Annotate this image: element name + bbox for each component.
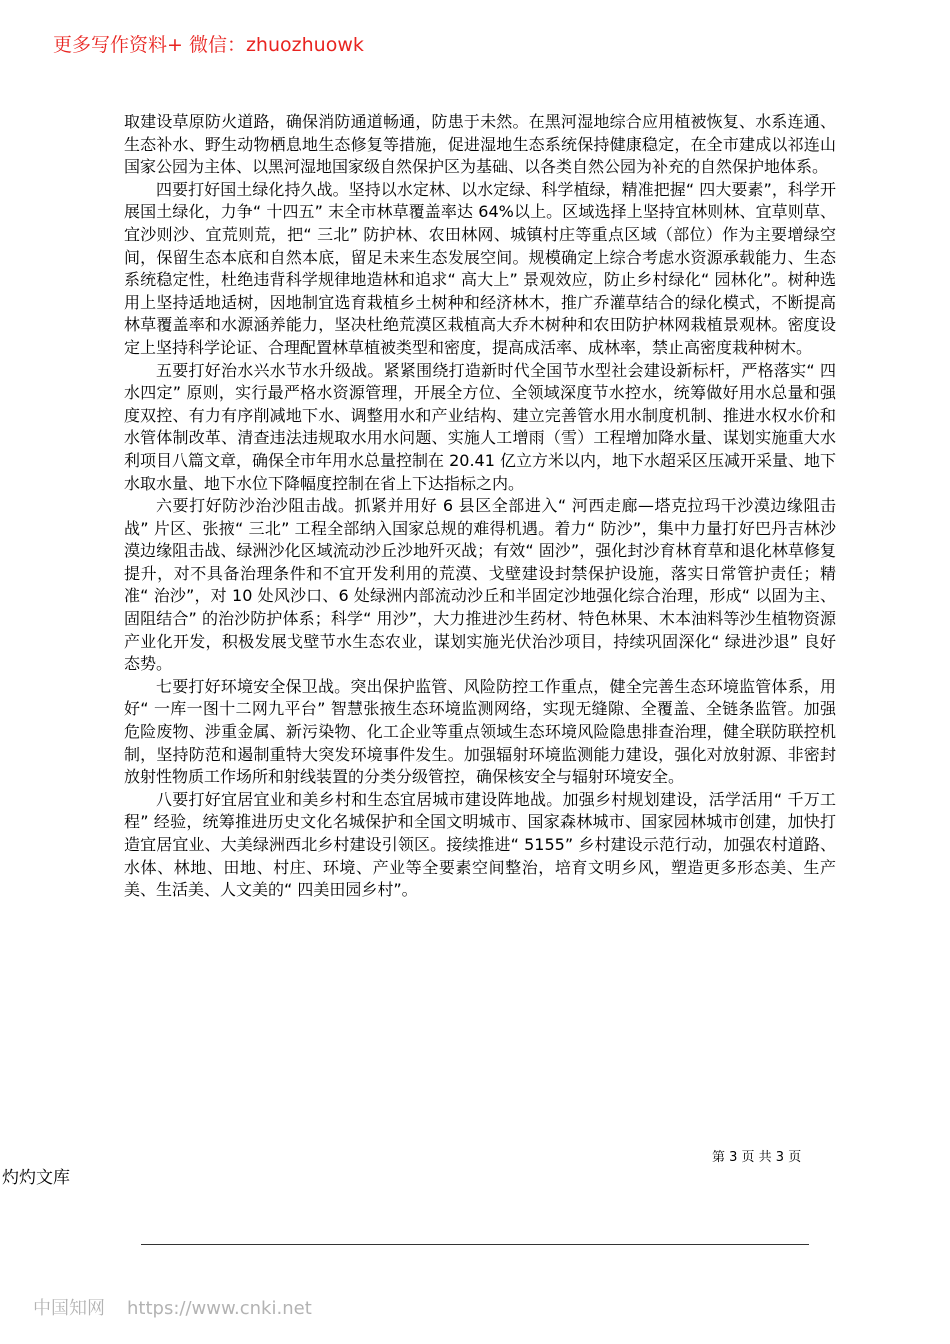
promo-banner: 更多写作资料+ 微信：zhuozhuowk [53,34,364,56]
paragraph-land-greening: 四要打好国土绿化持久战。坚持以水定林、以水定绿、科学植绿，精准把握“ 四大要素”，科学开展国土绿化，力争“ 十四五” 末全市林草覆盖率达 64%以上。区域选择上坚持宜林则林、宜草则草、宜沙则沙、宜荒则荒，把“ 三北” 防护林、农田林网、城镇村庄等重点区域（部位）作为主要增绿空间，保留生态本底和自然本底，留足未来生态发展空间。规模确定上综合考虑水资源承载能力、生态系统稳定性，杜绝违背科学规律地造林和追求“ 高大上” 景观效应，防止乡村绿化“ 园林化”。树种选用上坚持适地适树，因地制宜选育栽植乡土树种和经济林木，推广乔灌草结合的绿化模式，不断提高林草覆盖率和水源涵养能力，坚决杜绝荒漠区栽植高大乔木树种和农田防护林网栽植景观林。密度设定上坚持科学论证、合理配置林草植被类型和密度，提高成活率、成林率，禁止高密度栽种树木。 [124,179,836,357]
paragraph-environment-security: 七要打好环境安全保卫战。突出保护监管、风险防控工作重点，健全完善生态环境监管体系，用好“ 一库一图十二网九平台” 智慧张掖生态环境监测网络，实现无缝隙、全覆盖、全链条监管。加强危险废物、涉重金属、新污染物、化工企业等重点领域生态环境风险隐患排查治理，健全联防联控机制，坚持防范和遏制重特大突发环境事件发生。加强辐射环境监测能力建设，强化对放射源、非密封放射性物质工作场所和射线装置的分类分级管控，确保核安全与辐射环境安全。 [124,676,836,787]
watermark-name: 中国知网 [33,1298,105,1319]
watermark-url: https://www.cnki.net [127,1298,312,1319]
document-body [124,111,836,902]
page-number: 第 3 页 共 3 页 [712,1150,802,1165]
footer-divider [141,1244,809,1245]
paragraph-water-management: 五要打好治水兴水节水升级战。紧紧围绕打造新时代全国节水型社会建设新标杆，严格落实“ 四水四定” 原则，实行最严格水资源管理，开展全方位、全领域深度节水控水，统筹做好用水总量和强度双控、有力有序削减地下水、调整用水和产业结构、建立完善管水用水制度机制、推进水权水价和水管体制改革、清查违法违规取水用水问题、实施人工增雨（雪）工程增加降水量、谋划实施重大水利项目八篇文章，确保全市年用水总量控制在 20.41 亿立方米以内，地下水超采区压减开采量、地下水取水量、地下水位下降幅度控制在省上下达指标之内。 [124,360,836,493]
paragraph-livable-villages: 八要打好宜居宜业和美乡村和生态宜居城市建设阵地战。加强乡村规划建设，活学活用“ 千万工程” 经验，统筹推进历史文化名城保护和全国文明城市、国家森林城市、国家园林城市创建，加快打造宜居宜业、大美绿洲西北乡村建设引领区。接续推进“ 5155” 乡村建设示范行动，加强农村道路、水体、林地、田地、村庄、环境、产业等全要素空间整治，培育文明乡风，塑造更多形态美、生产美、生活美、人文美的“ 四美田园乡村”。 [124,789,836,900]
paragraph-sand-control: 六要打好防沙治沙阻击战。抓紧并用好 6 县区全部进入“ 河西走廊—塔克拉玛干沙漠边缘阻击战” 片区、张掖“ 三北” 工程全部纳入国家总规的难得机遇。着力“ 防沙”，集中力量打好巴丹吉林沙漠边缘阻击战、绿洲沙化区域流动沙丘沙地歼灭战；有效“ 固沙”，强化封沙育林育草和退化林草修复提升，对不具备治理条件和不宜开发利用的荒漠、戈壁建设封禁保护设施，落实日常管护责任；精准“ 治沙”，对 10 处风沙口、6 处绿洲内部流动沙丘和半固定沙地强化综合治理，形成“ 以固为主、固阻结合” 的治沙防护体系；科学“ 用沙”，大力推进沙生药材、特色林果、木本油料等沙生植物资源产业化开发，积极发展戈壁节水生态农业，谋划实施光伏治沙项目，持续巩固深化“ 绿进沙退” 良好态势。 [124,496,836,674]
library-label: 灼灼文库 [2,1168,70,1188]
paragraph-continuation: 取建设草原防火道路，确保消防通道畅通，防患于未然。在黑河湿地综合应用植被恢复、水系连通、生态补水、野生动物栖息地生态修复等措施，促进湿地生态系统保持健康稳定，在全市建成以祁连山国家公园为主体、以黑河湿地国家级自然保护区为基础、以各类自然公园为补充的自然保护地体系。 [124,112,836,177]
cnki-watermark [33,1294,334,1320]
